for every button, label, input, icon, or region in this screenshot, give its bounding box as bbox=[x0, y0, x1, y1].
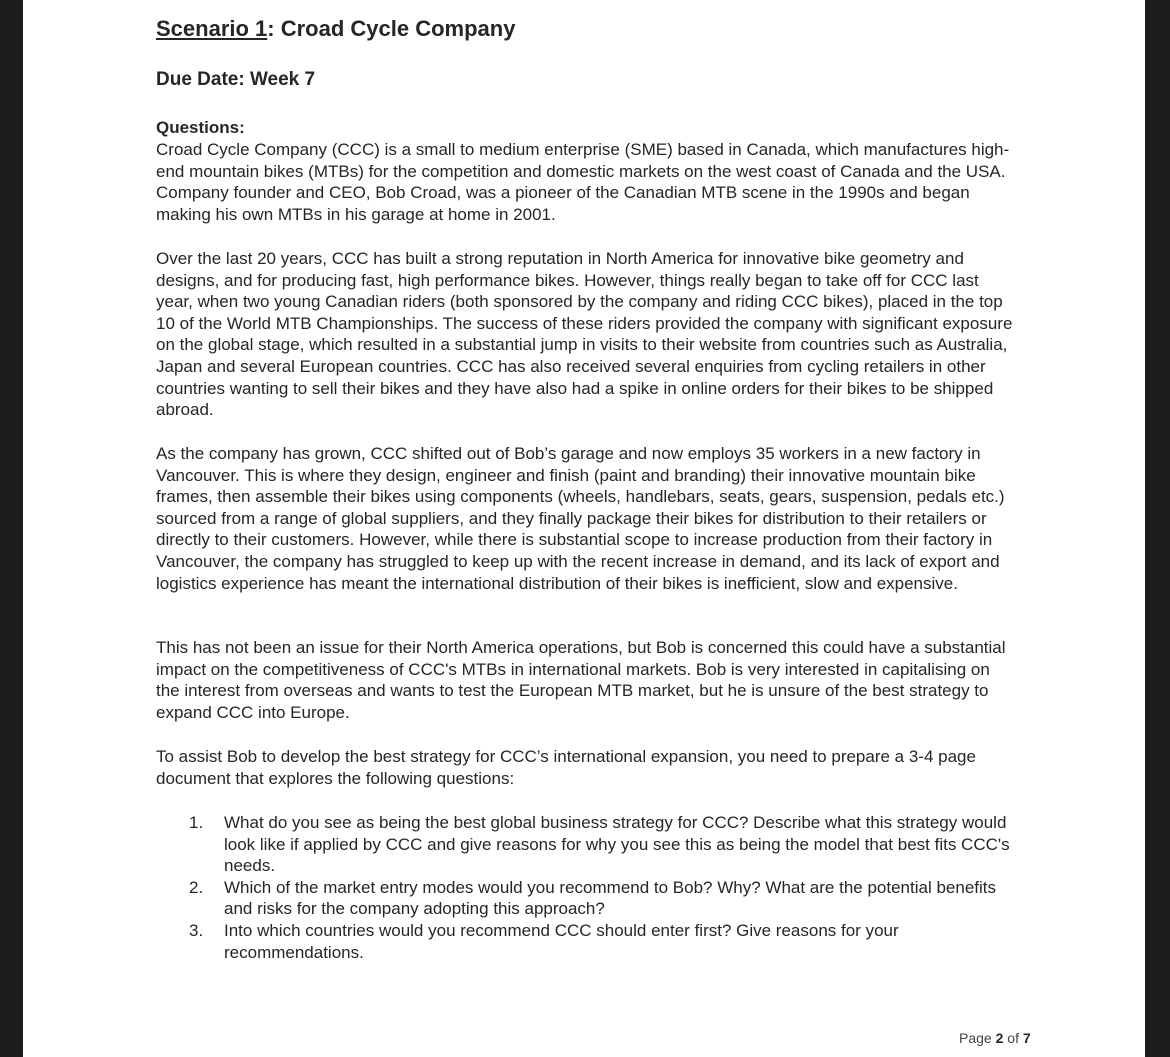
due-date: Due Date: Week 7 bbox=[156, 69, 316, 90]
question-number: 3. bbox=[189, 920, 204, 940]
question-number: 1. bbox=[189, 813, 204, 832]
questions-heading: Questions: bbox=[156, 118, 245, 137]
question-item bbox=[189, 877, 1019, 920]
footer-current-page: 2 bbox=[995, 1030, 1004, 1046]
viewer-left-gutter bbox=[0, 0, 23, 1057]
question-item bbox=[189, 812, 1019, 877]
viewer-right-gutter bbox=[1145, 0, 1170, 1057]
page-number-footer bbox=[959, 1030, 1031, 1046]
footer-separator: of bbox=[1003, 1030, 1023, 1046]
question-text: What do you see as being the best global business strategy for CCC? Describe what this strategy would look like if applied by CCC and give reasons for why you see this as being the model that best fits CCC's needs. bbox=[224, 813, 1010, 876]
footer-total-pages: 7 bbox=[1022, 1030, 1031, 1046]
paragraph-growth: As the company has grown, CCC shifted out of Bob’s garage and now employs 35 workers in a new factory in Vancouver. This is where they design, engineer and finish (paint and branding) their innovative mountain bike frames, then assemble their bikes using components (wheels, handlebars, seats, gears, suspension, pedals etc.) sourced from a range of global suppliers, and they finally package their bikes for distribution to their retailers or directly to their customers. However, while there is substantial scope to increase production from their factory in Vancouver, the company has struggled to keep up with the recent increase in demand, and its lack of export and logistics experience has meant the international distribution of their bikes is inefficient, slow and expensive. bbox=[156, 444, 1005, 593]
paragraph-concern: This has not been an issue for their North America operations, but Bob is concerned this could have a substantial impact on the competitiveness of CCC's MTBs in international markets. Bob is very interested in capitalising on the interest from overseas and wants to test the European MTB market, but he is unsure of the best strategy to expand CCC into Europe. bbox=[156, 638, 1006, 722]
title-company-name: : Croad Cycle Company bbox=[267, 16, 516, 41]
question-list bbox=[189, 812, 1019, 963]
document-page bbox=[23, 0, 1145, 1057]
paragraph-intro: Croad Cycle Company (CCC) is a small to medium enterprise (SME) based in Canada, which manufactures high-end mountain bikes (MTBs) for the competition and domestic markets on the west coast of Canada and the USA. Company founder and CEO, Bob Croad, was a pioneer of the Canadian MTB scene in the 1990s and began making his own MTBs in his garage at home in 2001. bbox=[156, 140, 1010, 224]
paragraph-task: To assist Bob to develop the best strategy for CCC’s international expansion, you need to prepare a 3-4 page document that explores the following questions: bbox=[156, 747, 976, 788]
paragraph-reputation: Over the last 20 years, CCC has built a strong reputation in North America for innovative bike geometry and designs, and for producing fast, high performance bikes. However, things really began to take off for CCC last year, when two young Canadian riders (both sponsored by the company and riding CCC bikes), placed in the top 10 of the World MTB Championships. The success of these riders provided the company with significant exposure on the global stage, which resulted in a substantial jump in visits to their website from countries such as Australia, Japan and several European countries. CCC has also received several enquiries from cycling retailers in other countries wanting to sell their bikes and they have also had a spike in online orders for their bikes to be shipped abroad. bbox=[156, 249, 1013, 420]
question-text: Into which countries would you recommend CCC should enter first? Give reasons for your recommendations. bbox=[224, 920, 899, 962]
question-number: 2. bbox=[189, 877, 204, 897]
question-text: Which of the market entry modes would you recommend to Bob? Why? What are the potential benefits and risks for the company adopting this approach? bbox=[224, 877, 996, 919]
title-scenario-label: Scenario 1 bbox=[156, 16, 268, 41]
footer-prefix: Page bbox=[959, 1030, 996, 1046]
document-title bbox=[156, 16, 515, 42]
question-item bbox=[189, 920, 1019, 963]
